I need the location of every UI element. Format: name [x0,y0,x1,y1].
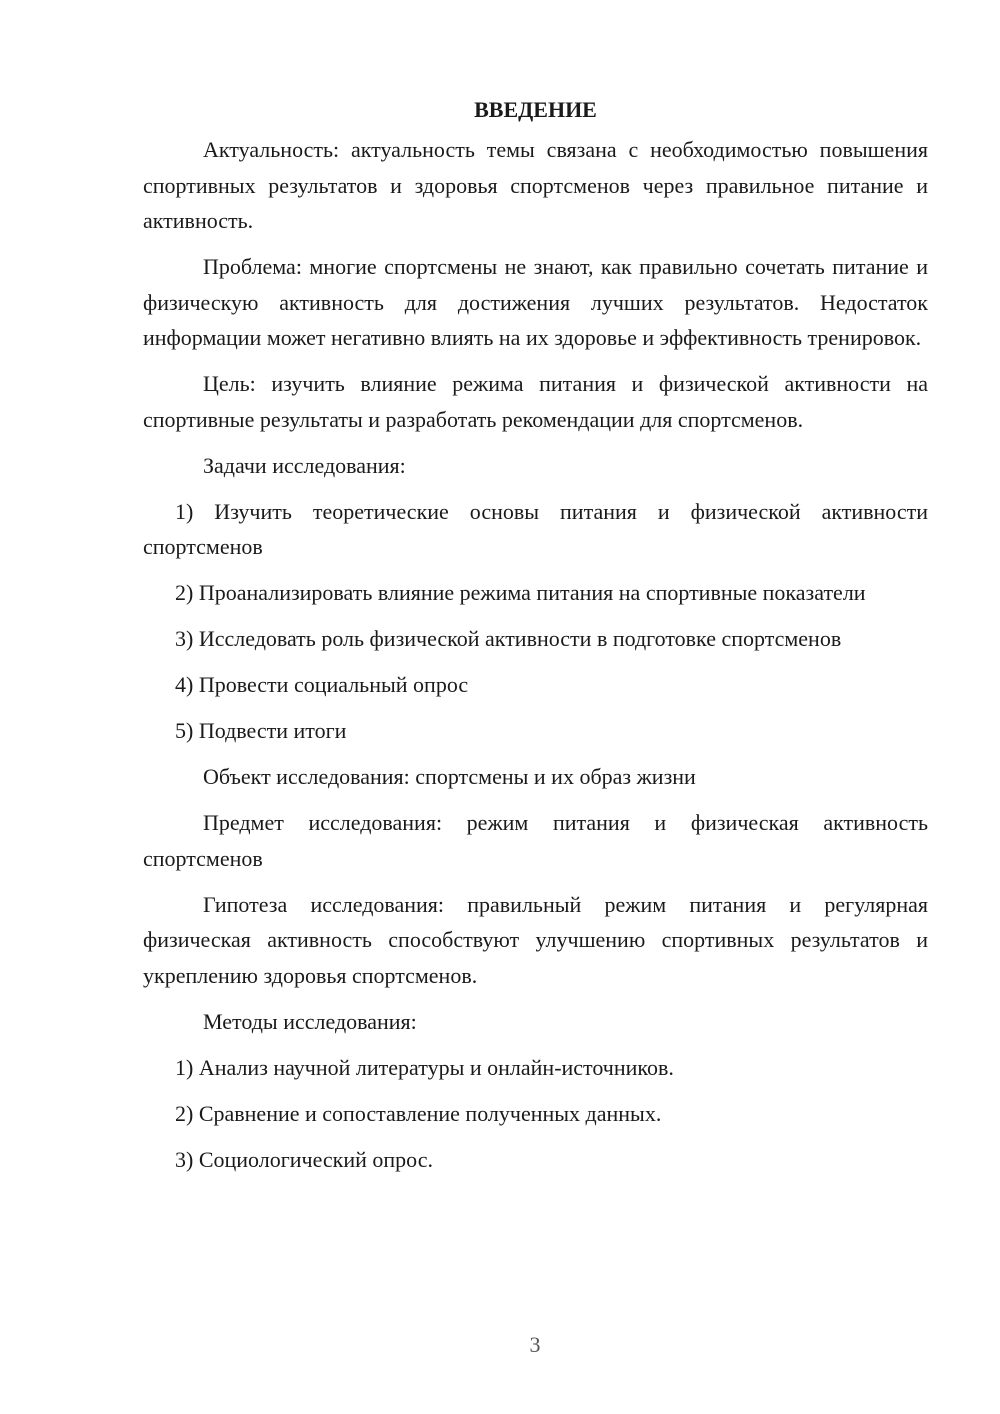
task-item: 1) Изучить теоретические основы питания и физической активности спортсменов [143,498,928,559]
method-item: 3) Социологический опрос. [175,1146,433,1172]
methods-heading: Методы исследования: [203,1008,417,1034]
subject-paragraph: Предмет исследования: режим питания и физическая активность спортсменов [143,810,928,871]
document-body [143,92,928,1188]
tasks-heading: Задачи исследования: [203,452,406,478]
page-title: ВВЕДЕНИЕ [474,97,597,122]
task-item: 4) Провести социальный опрос [175,672,469,697]
method-item: 2) Сравнение и сопоставление полученных данных. [175,1100,662,1126]
problem-paragraph: Проблема: многие спортсмены не знают, как правильно сочетать питание и физическую активность для достижения лучших результатов. Недостаток информации может негативно влиять на их здоровье и эффективность тренировок. [143,254,928,350]
hypothesis-paragraph: Гипотеза исследования: правильный режим питания и регулярная физическая активность способствуют улучшению спортивных результатов и укреплению здоровья спортсменов. [143,891,928,988]
goal-paragraph: Цель: изучить влияние режима питания и физической активности на спортивные результаты и разработать рекомендации для спортсменов. [143,371,928,432]
object-paragraph: Объект исследования: спортсмены и их образ жизни [203,764,696,789]
task-item: 5) Подвести итоги [175,718,347,743]
task-item: 3) Исследовать роль физической активности в подготовке спортсменов [175,626,842,651]
method-item: 1) Анализ научной литературы и онлайн-источников. [175,1054,674,1080]
page-number: 3 [529,1332,541,1357]
relevance-paragraph: Актуальность: актуальность темы связана с необходимостью повышения спортивных результатов и здоровья спортсменов через правильное питание и активность. [143,137,928,233]
task-item: 2) Проанализировать влияние режима питания на спортивные показатели [175,580,866,605]
